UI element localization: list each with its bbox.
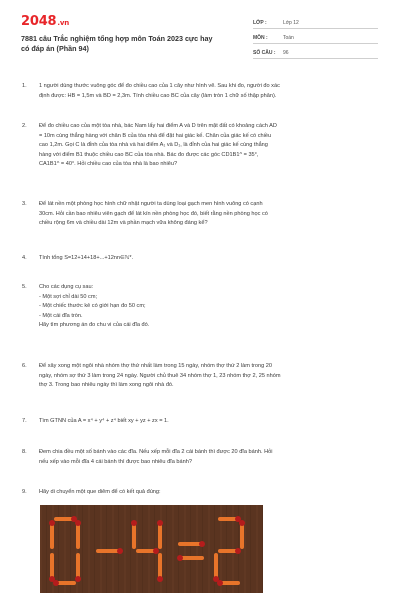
- question-line: cao 1,2m. Gọi C là đỉnh của tòa nhà và hai điểm A₁ và D₁, là đỉnh của hai giác kế cùng thẳng: [39, 142, 268, 149]
- question-body: [39, 122, 380, 170]
- meta-value: 96: [283, 50, 289, 56]
- question-item: [22, 122, 380, 170]
- matchstick-head: [49, 576, 55, 582]
- meta-row-class: [253, 14, 378, 29]
- question-item: [22, 488, 380, 498]
- question-item: [22, 200, 380, 229]
- question-item: [22, 254, 380, 264]
- logo-main-text: 2048: [21, 14, 57, 29]
- meta-label: LỚP :: [253, 20, 267, 26]
- question-number: 8.: [22, 449, 27, 455]
- matchstick-head: [217, 580, 223, 586]
- question-line: Tìm GTNN của A = x⁴ + y⁴ + z⁴ biết xy + yz + zx = 1.: [39, 418, 169, 424]
- meta-info-table: [253, 14, 378, 59]
- matchstick-head: [75, 520, 81, 526]
- matchstick-puzzle-image: [40, 505, 263, 593]
- question-line: Đem chia đều một số bánh vào các đĩa. Nếu xếp mỗi đĩa 2 cái bánh thì được 20 đĩa bánh. Hỏi: [39, 449, 273, 455]
- matchstick-head: [117, 548, 123, 554]
- question-line: Để lát nền một phòng học hình chữ nhật người ta dùng loại gạch men hình vuông có cạnh: [39, 201, 263, 207]
- matchstick-head: [49, 520, 55, 526]
- question-line: chiều rộng 6m và chiều dài 12m và phần mạch vữa không đáng kể?: [39, 220, 208, 227]
- question-line: Hãy tìm phương án đo chu vi của cái đĩa đó.: [39, 322, 150, 329]
- question-body: [39, 283, 380, 331]
- question-line: 1 người dùng thước vuông góc để đo chiều cao của 1 cây như hình vẽ. Sau khi đo, người đo xác: [39, 83, 280, 89]
- question-body: [39, 200, 380, 229]
- question-body: [39, 254, 380, 264]
- question-number: 2.: [22, 123, 27, 129]
- matchstick-head: [199, 541, 205, 547]
- meta-row-subject: [253, 29, 378, 44]
- question-number: 1.: [22, 83, 27, 89]
- matchstick-head: [131, 520, 137, 526]
- logo-suffix-text: .vn: [57, 19, 69, 27]
- matchstick-head: [157, 520, 163, 526]
- meta-value: Lớp 12: [283, 20, 299, 26]
- matchstick-head: [235, 548, 241, 554]
- question-line: = 10m cùng thẳng hàng với chân B của tòa nhà để đặt hai giác kế. Chân của giác kế có chiều: [39, 132, 272, 139]
- question-body: [39, 82, 380, 101]
- question-line: hàng với điểm B1 thuộc chiều cao BC của tòa nhà. Bác đo được các góc CD1B1^ = 35°,: [39, 151, 259, 158]
- question-body: [39, 417, 380, 427]
- matchstick-head: [75, 576, 81, 582]
- question-line: - Một cái đĩa tròn.: [39, 312, 83, 319]
- question-item: [22, 417, 380, 427]
- question-line: thợ 3. Trong bao nhiêu ngày thì làm xong ngôi nhà đó.: [39, 382, 174, 389]
- question-line: nếu xếp vào mỗi đĩa 4 cái bánh thì được bao nhiêu đĩa bánh?: [39, 458, 192, 465]
- question-line: - Một sợi chỉ dài 50 cm;: [39, 293, 98, 300]
- question-body: [39, 448, 380, 467]
- question-body: [39, 488, 380, 498]
- question-number: 9.: [22, 489, 27, 495]
- matchstick-head: [239, 520, 245, 526]
- question-line: Hãy di chuyển một que diêm để có kết quả đúng:: [39, 489, 161, 495]
- meta-label: SỐ CÂU :: [253, 50, 276, 56]
- question-number: 3.: [22, 201, 27, 207]
- site-logo[interactable]: [21, 14, 69, 29]
- meta-row-count: [253, 44, 378, 59]
- question-line: ngày, nhóm sợ thứ 3 làm trong 24 ngày. Người chủ thuê 34 nhóm thợ 1, 23 nhóm thợ 2, 25 nhóm: [39, 372, 281, 379]
- question-item: [22, 283, 380, 331]
- meta-label: MÔN :: [253, 35, 268, 41]
- question-line: 30cm. Hỏi cần bao nhiêu viên gạch để lát kín nền phòng học đó, biết rằng nền phòng học có: [39, 210, 268, 217]
- question-item: [22, 362, 380, 391]
- question-line: Tính tổng S=12+14+18+...+12nn∈ℕ*.: [39, 255, 134, 261]
- question-number: 4.: [22, 255, 27, 261]
- question-number: 7.: [22, 418, 27, 424]
- question-line: định được: HB = 1,5m và BD = 2,3m. Tính chiều cao BC của cây (làm tròn 1 chữ số thập phân).: [39, 92, 277, 99]
- meta-value: Toán: [283, 35, 294, 41]
- question-item: [22, 82, 380, 101]
- question-line: Để đo chiều cao của một tòa nhà, bác Nam lấy hai điểm A và D trên mặt đất có khoảng cách AD: [39, 123, 277, 129]
- question-line: CA1B1^ = 40°. Hỏi chiều cao của tòa nhà là bao nhiêu?: [39, 161, 178, 168]
- matchstick-head: [177, 555, 183, 561]
- question-body: [39, 362, 380, 391]
- question-line: Cho các dụng cụ sau:: [39, 284, 94, 290]
- matchstick-equation-graphic: [40, 505, 263, 593]
- question-number: 5.: [22, 284, 27, 290]
- question-line: Để xây xong một ngôi nhà nhóm thợ thứ nhất làm trong 15 ngày, nhóm thợ thứ 2 làm trong 20: [39, 363, 273, 369]
- question-line: - Một chiếc thước kẻ có giới hạn đo 50 cm;: [39, 303, 146, 310]
- matchstick-head: [157, 576, 163, 582]
- document-title: 7881 câu Trắc nghiệm tổng hợp môn Toán 2023 cực hay có đáp án (Phần 94): [21, 34, 213, 53]
- question-item: [22, 448, 380, 467]
- matchstick-head: [153, 548, 159, 554]
- question-number: 6.: [22, 363, 27, 369]
